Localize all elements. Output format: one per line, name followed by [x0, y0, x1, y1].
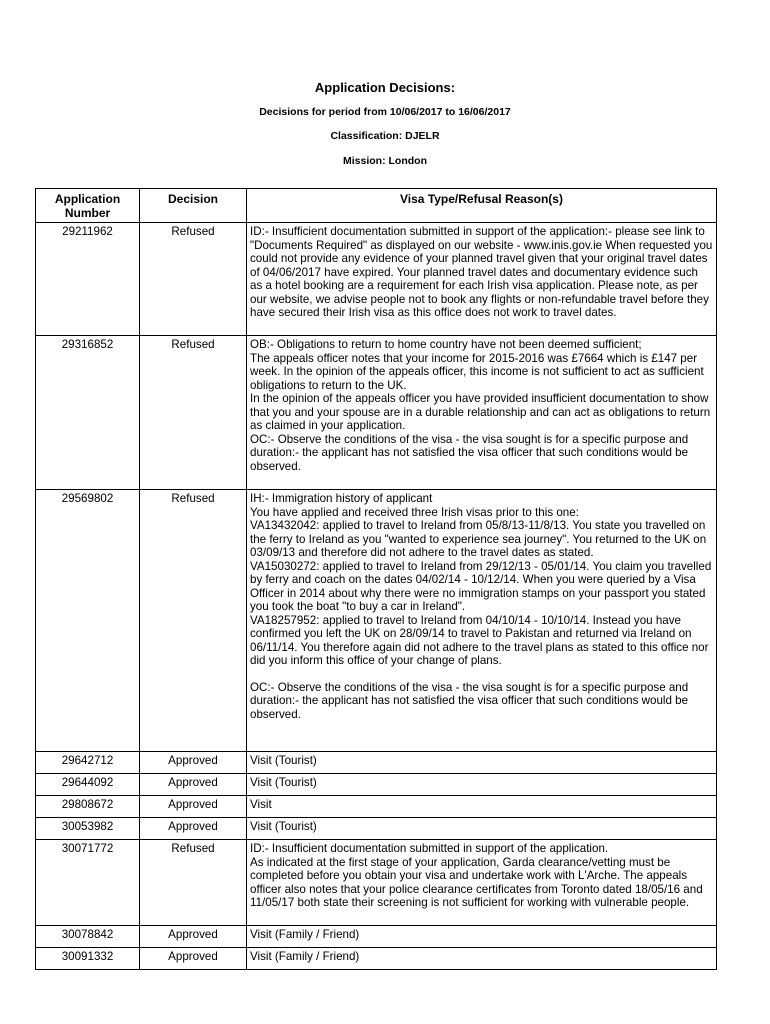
decision: Refused — [140, 840, 247, 926]
table-row — [36, 490, 717, 752]
application-number: 30078842 — [36, 926, 140, 948]
application-number: 30053982 — [36, 818, 140, 840]
decision: Approved — [140, 926, 247, 948]
reason-cell — [247, 926, 717, 948]
reason-text: VA15030272: applied to travel to Ireland from 29/12/13 - 05/01/14. You claim you travelled by ferry and coach on the dates 04/02/14 - 10/12/14. When you were queried by a Visa Officer in 2014 about why there were no immigration stamps on your passport you stated you took the boat "to buy a car in Ireland". — [250, 559, 712, 613]
reason-cell — [247, 490, 717, 752]
classification-label: Classification: DJELR — [330, 130, 440, 142]
column-header-visa-type-reason: Visa Type/Refusal Reason(s) — [247, 189, 717, 223]
reason-text: As indicated at the first stage of your application, Garda clearance/vetting must be completed before you obtain your visa and undertake work with L'Arche. The appeals officer also notes that your police clearance certificates from Toronto dated 18/05/16 and 11/05/17 both state their screening is not sufficient for working with vulnerable people. — [250, 855, 703, 909]
reason-text: Visit (Family / Friend) — [250, 928, 360, 941]
table-row — [36, 752, 717, 774]
decision: Approved — [140, 752, 247, 774]
table-row — [36, 223, 717, 336]
reason-text: OC:- Observe the conditions of the visa - the visa sought is for a specific purpose and duration:- the applicant has not satisfied the visa officer that such conditions would be observed. — [250, 680, 689, 721]
reason-text: IH:- Immigration history of applicant — [250, 492, 433, 505]
reason-cell — [247, 948, 717, 970]
reason-text: Visit (Tourist) — [250, 754, 317, 767]
reason-cell — [247, 840, 717, 926]
decision: Approved — [140, 774, 247, 796]
decision-period: Decisions for period from 10/06/2017 to 16/06/2017 — [259, 106, 511, 118]
reason-cell — [247, 774, 717, 796]
page-title: Application Decisions: — [314, 80, 456, 95]
table-row — [36, 774, 717, 796]
table-row — [36, 818, 717, 840]
reason-text: Visit (Tourist) — [250, 820, 317, 833]
reason-text: The appeals officer notes that your income for 2015-2016 was £7664 which is £147 per week. In the opinion of the appeals officer, this income is not sufficient to act as sufficient obligations to return to the UK. — [250, 351, 704, 392]
table-row — [36, 948, 717, 970]
reason-text: Visit — [250, 798, 272, 811]
column-header-decision: Decision — [140, 189, 247, 223]
table-row — [36, 840, 717, 926]
mission-label: Mission: London — [343, 155, 427, 167]
reason-text: ID:- Insufficient documentation submitted in support of the application. — [250, 842, 609, 855]
reason-cell — [247, 336, 717, 490]
application-number: 29569802 — [36, 490, 140, 752]
reason-text: OB:- Obligations to return to home country have not been deemed sufficient; — [250, 338, 642, 351]
reason-text: In the opinion of the appeals officer you have provided insufficient documentation to show that you and your spouse are in a durable relationship and can act as obligations to return as claimed in your application. — [250, 392, 711, 432]
reason-cell — [247, 752, 717, 774]
reason-text: OC:- Observe the conditions of the visa - the visa sought is for a specific purpose and duration:- the applicant has not satisfied the visa officer that such conditions would be observed. — [250, 432, 689, 473]
application-number: 29642712 — [36, 752, 140, 774]
reason-text: Visit (Tourist) — [250, 776, 317, 789]
reason-text: ID:- Insufficient documentation submitted in support of the application:- please see link to "Documents Required" as displayed on our website - www.inis.gov.ie When requested you could not provide any evidence of your planned travel given that your original travel dates of 04/06/2017 have expired. Your planned travel dates and documentary evidence such as a hotel booking are a requirement for each Irish visa application. Please note, as per our website, we advise people not to book any flights or non-refundable travel before they have secured their Irish visa as this office does not work to travel dates. — [250, 225, 713, 319]
reason-text: VA13432042: applied to travel to Ireland from 05/8/13-11/8/13. You state you travelled on the ferry to Ireland as you "wanted to experience sea journey". You returned to the UK on 03/09/13 and therefore did not adhere to the travel dates as stated. — [250, 519, 707, 559]
reason-cell — [247, 818, 717, 840]
reason-text: VA18257952: applied to travel to Ireland from 04/10/14 - 10/10/14. Instead you have confirmed you left the UK on 28/09/14 to travel to Pakistan and returned via Ireland on 06/11/14. You therefore again did not adhere to the travel plans as stated to this office nor did you inform this office of your change of plans. — [250, 613, 709, 667]
application-number: 30071772 — [36, 840, 140, 926]
reason-text: Visit (Family / Friend) — [250, 950, 360, 963]
application-number: 29211962 — [36, 223, 140, 336]
decisions-table — [35, 188, 717, 970]
application-number: 29316852 — [36, 336, 140, 490]
reason-text: You have applied and received three Irish visas prior to this one: — [250, 505, 579, 519]
application-number: 29644092 — [36, 774, 140, 796]
decision: Refused — [140, 336, 247, 490]
table-header-row — [36, 189, 717, 223]
table-row — [36, 796, 717, 818]
table-row — [36, 926, 717, 948]
application-number: 30091332 — [36, 948, 140, 970]
column-header-application-number: Application Number — [36, 189, 140, 223]
decision: Approved — [140, 796, 247, 818]
application-number: 29808672 — [36, 796, 140, 818]
reason-cell — [247, 223, 717, 336]
decision: Refused — [140, 223, 247, 336]
decision: Refused — [140, 490, 247, 752]
decision: Approved — [140, 948, 247, 970]
reason-cell — [247, 796, 717, 818]
decision: Approved — [140, 818, 247, 840]
table-row — [36, 336, 717, 490]
